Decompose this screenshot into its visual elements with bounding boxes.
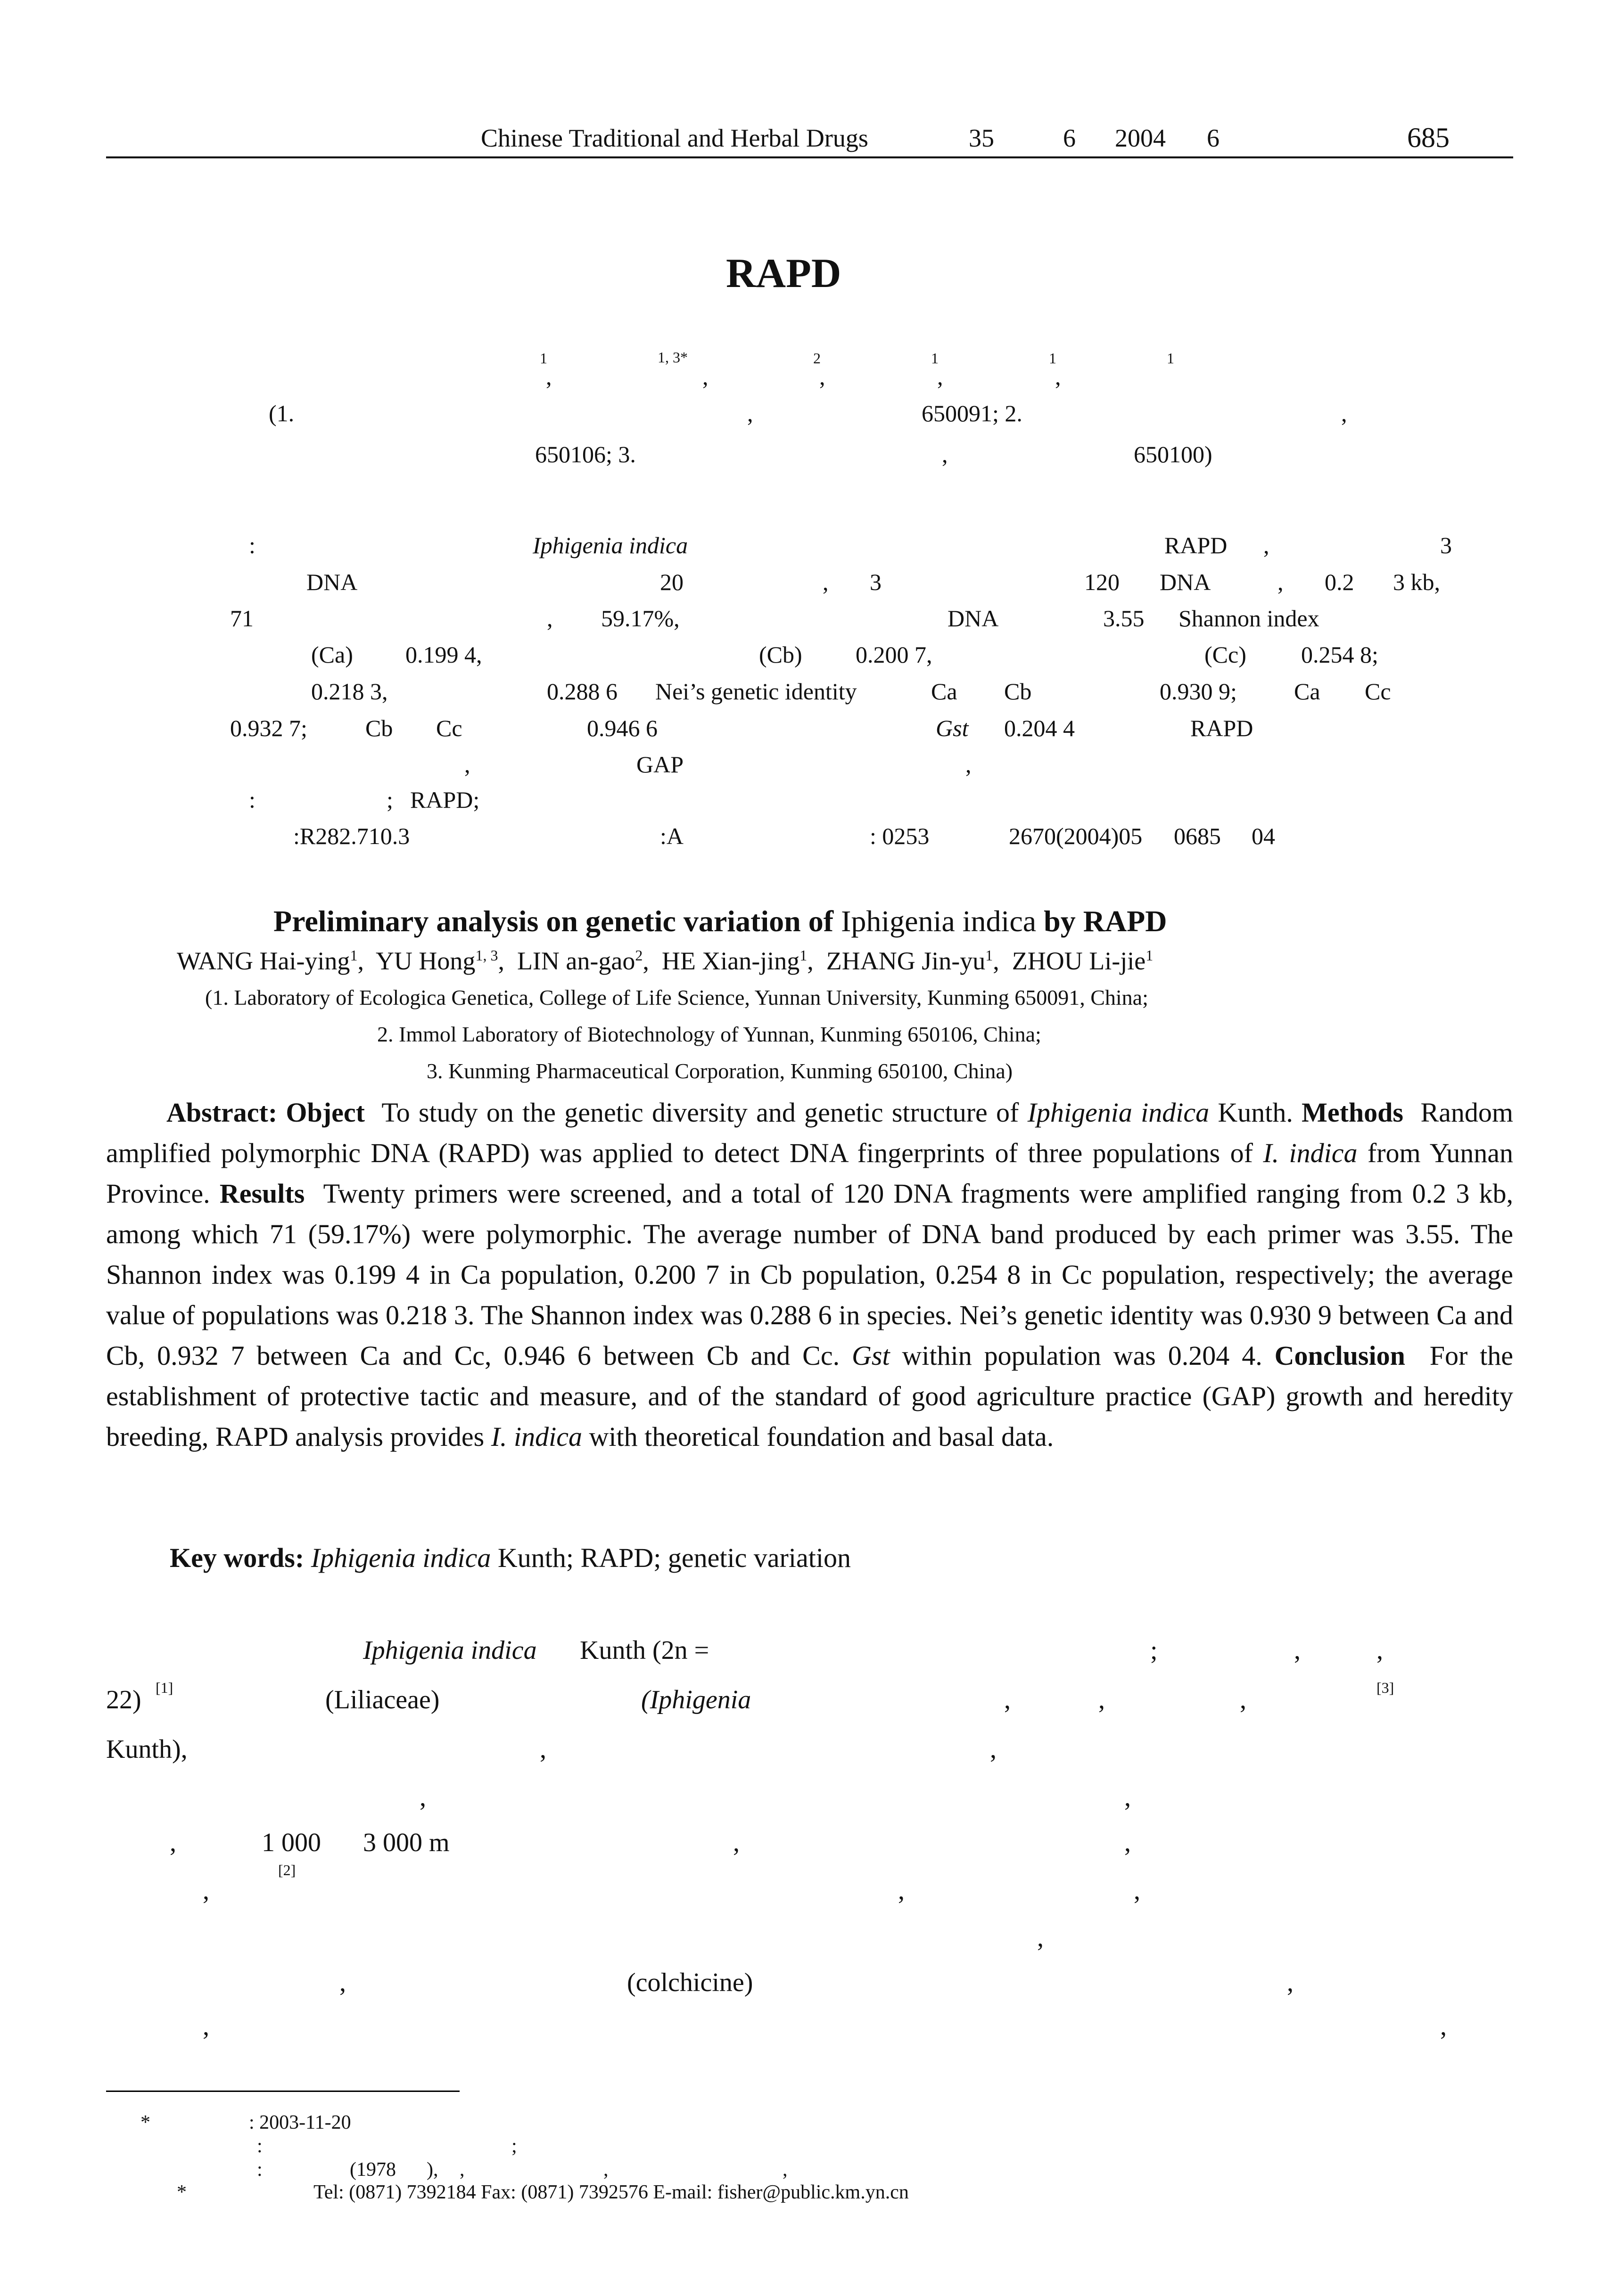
author-sep-2: , (702, 363, 709, 390)
aff-cn-2a: 650106; 3. (535, 441, 636, 467)
object-label: Object (286, 1097, 365, 1128)
author-3: LIN an-gao (517, 947, 635, 975)
aff-cn-1d: , (1341, 400, 1347, 426)
journal-year: 2004 (1115, 124, 1166, 152)
author-2: YU Hong (375, 947, 476, 975)
results-label: Results (219, 1178, 305, 1209)
header-rule (106, 156, 1513, 158)
author-sup-4: 1 (931, 350, 939, 367)
footnote-rule (106, 2091, 460, 2092)
methods-label: Methods (1302, 1097, 1403, 1128)
author-5: ZHANG Jin-yu (826, 947, 986, 975)
en-title-species: Iphigenia indica (841, 904, 1037, 938)
author-1: WANG Hai-ying (177, 947, 350, 975)
journal-volume: 35 (969, 124, 994, 152)
aff-cn-2c: 650100) (1134, 441, 1212, 467)
footnote-star-2: * (177, 2181, 187, 2203)
title-cn: RAPD (726, 251, 841, 296)
author-sep-4: , (937, 363, 943, 390)
en-aff-3: 3. Kunming Pharmaceutical Corporation, Kunming 650100, China) (427, 1059, 1013, 1083)
journal-issue: 6 (1063, 124, 1076, 152)
conclusion-label: Conclusion (1274, 1340, 1405, 1371)
en-aff-2: 2. Immol Laboratory of Biotechnology of Yunnan, Kunming 650106, China; (377, 1022, 1041, 1046)
author-sup-5: 1 (1049, 350, 1056, 367)
journal-month: 6 (1207, 124, 1220, 152)
author-4: HE Xian-jing (661, 947, 800, 975)
en-title-post: by RAPD (1044, 904, 1167, 938)
page-number: 685 (1407, 122, 1450, 153)
author-sup-1: 1 (540, 350, 547, 367)
author-sep-5: , (1055, 363, 1061, 390)
aff-cn-1a: (1. (269, 400, 295, 426)
author-sup-2: 1, 3* (658, 349, 688, 366)
journal-name: Chinese Traditional and Herbal Drugs (481, 124, 868, 152)
keywords-label: Key words: (170, 1542, 305, 1573)
author-sep-1: , (546, 363, 552, 390)
en-authors: WANG Hai-ying$^1$, YU Hong$^{1, 3}$, LIN an-gao$^2$, HE Xian-jing$^1$, ZHANG Jin-$yu^1$, ZHOU Li-jie$^1$ (177, 947, 1154, 975)
author-sep-3: , (819, 363, 825, 390)
abstract-label: Abstract: (166, 1097, 278, 1128)
keywords: Key words: Iphigenia indica Kunth; RAPD; genetic variation (170, 1542, 851, 1573)
en-aff-1: (1. Laboratory of Ecologica Genetica, College of Life Science, Yunnan University, Kunming 650091, China; (205, 985, 1148, 1009)
abstract-en: Abstract: Object To study on the genetic diversity and genetic structure of Iphigenia indica Kunth. Methods Random amplified polymorphic DNA (RAPD) was applied to detect DNA fingerprints of three populations of I. indica from Yunnan Province. Results Twenty primers were screened, and a total of 120 DNA fragments were amplified ranging from 0.2 3 kb, among which 71 (59.17%) were polymorphic. The average number of DNA band produced by each primer was 3.55. The Shannon index was 0.199 4 in Ca population, 0.200 7 in Cb population, 0.254 8 in Cc population, respectively; the average value of populations was 0.218 3. The Shannon index was 0.288 6 in species. Nei’s genetic identity was 0.930 9 between Ca and Cb, 0.932 7 between Ca and Cc, 0.946 6 between Cb and Cc. Gst within population was 0.204 4. Conclusion For the establishment of protective tactic and measure, and of the standard of good agriculture practice (GAP) growth and heredity breeding, RAPD analysis provides I. indica with theoretical foundation and basal data. (106, 1097, 1514, 1452)
author-6: ZHOU Li-jie (1012, 947, 1146, 975)
en-title-pre: Preliminary analysis on genetic variation of (273, 904, 834, 938)
author-sup-3: 2 (813, 350, 821, 367)
author-sup-6: 1 (1167, 350, 1174, 367)
en-title (273, 904, 1167, 939)
footnote-star-1: * (140, 2112, 150, 2133)
footnote-date: : 2003-11-20 (249, 2112, 351, 2133)
aff-cn-1c: 650091; 2. (922, 400, 1022, 426)
aff-cn-1b: , (747, 400, 753, 426)
aff-cn-2b: , (942, 441, 948, 467)
footnote-contact: Tel: (0871) 7392184 Fax: (0871) 7392576 E-mail: fisher@public.km.yn.cn (313, 2181, 909, 2203)
